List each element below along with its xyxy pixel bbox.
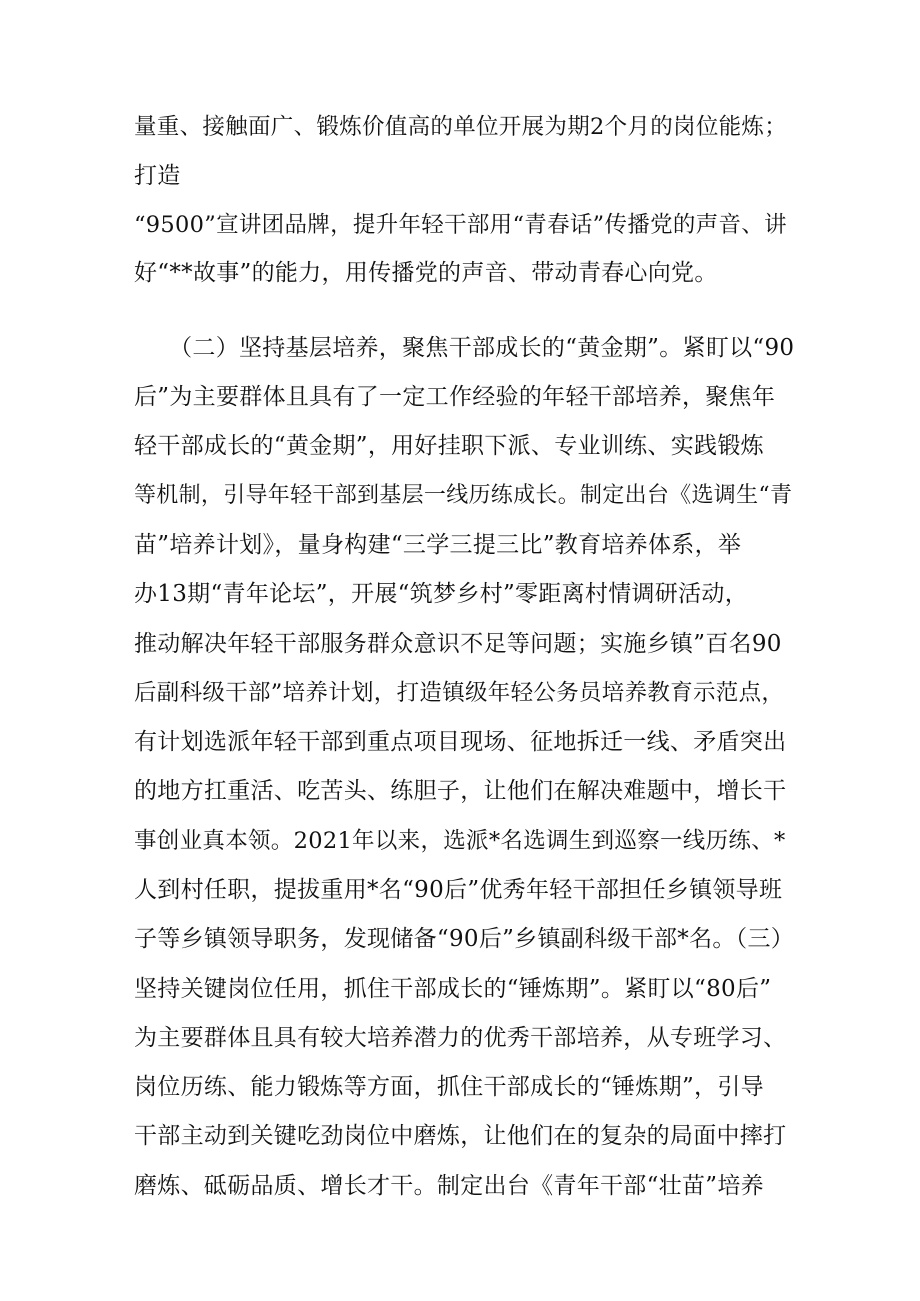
text-line: 为主要群体且具有较大培养潜力的优秀干部培养，从专班学习、: [134, 1025, 787, 1051]
text-line: 事创业真本领。2021年以来，选派*名选调生到巡察一线历练、*: [134, 828, 786, 854]
text-line: 轻干部成长的“黄金期”，用好挂职下派、专业训练、实践锻炼: [134, 433, 764, 459]
paragraph-heading-line: （二）坚持基层培养，聚焦干部成长的“黄金期”。紧盯以“90: [134, 335, 795, 361]
text-line: 办13期“青年论坛”，开展“筑梦乡村”零距离村情调研活动，: [134, 581, 748, 607]
text-line: 好“**故事”的能力，用传播党的声音、带动青春心向党。: [134, 260, 718, 286]
text-line: 子等乡镇领导职务，发现储备“90后”乡镇副科级干部*名。（三）: [134, 926, 795, 952]
text-line: 干部主动到关键吃劲岗位中磨炼，让他们在的复杂的局面中摔打: [134, 1123, 787, 1149]
text-line: 苗”培养计划》，量身构建“三学三提三比”教育培养体系，举: [134, 532, 742, 558]
text-line: 磨炼、砥砺品质、增长才干。制定出台《青年干部“壮苗”培养: [134, 1173, 764, 1199]
text-line: 坚持关键岗位任用，抓住干部成长的“锤炼期”。紧盯以“80后”: [134, 976, 772, 1002]
text-line: 后”为主要群体且具有了一定工作经验的年轻干部培养，聚焦年: [134, 384, 776, 410]
text-line: 等机制，引导年轻干部到基层一线历练成长。制定出台《选调生“青: [134, 483, 793, 508]
text-line: 推动解决年轻干部服务群众意识不足等问题；实施乡镇”百名90: [134, 631, 782, 657]
text-line: 有计划选派年轻干部到重点项目现场、征地拆迁一线、矛盾突出: [134, 729, 787, 755]
text-line: 量重、接触面广、锻炼价值高的单位开展为期2个月的岗位能炼；: [134, 114, 788, 140]
text-line: 打造: [134, 163, 181, 189]
text-line: 岗位历练、能力锻炼等方面，抓住干部成长的“锤炼期”，引导: [134, 1074, 764, 1100]
text-line: 后副科级干部”培养计划，打造镇级年轻公务员培养教育示范点，: [134, 680, 785, 706]
text-line: 人到村任职，提拔重用*名“90后”优秀年轻干部担任乡镇领导班: [134, 877, 783, 903]
text-line: 的地方扛重活、吃苦头、练胆子，让他们在解决难题中，增长干: [134, 778, 787, 804]
text-line: “9500”宣讲团品牌，提升年轻干部用“青春话”传播党的声音、讲: [134, 212, 787, 238]
